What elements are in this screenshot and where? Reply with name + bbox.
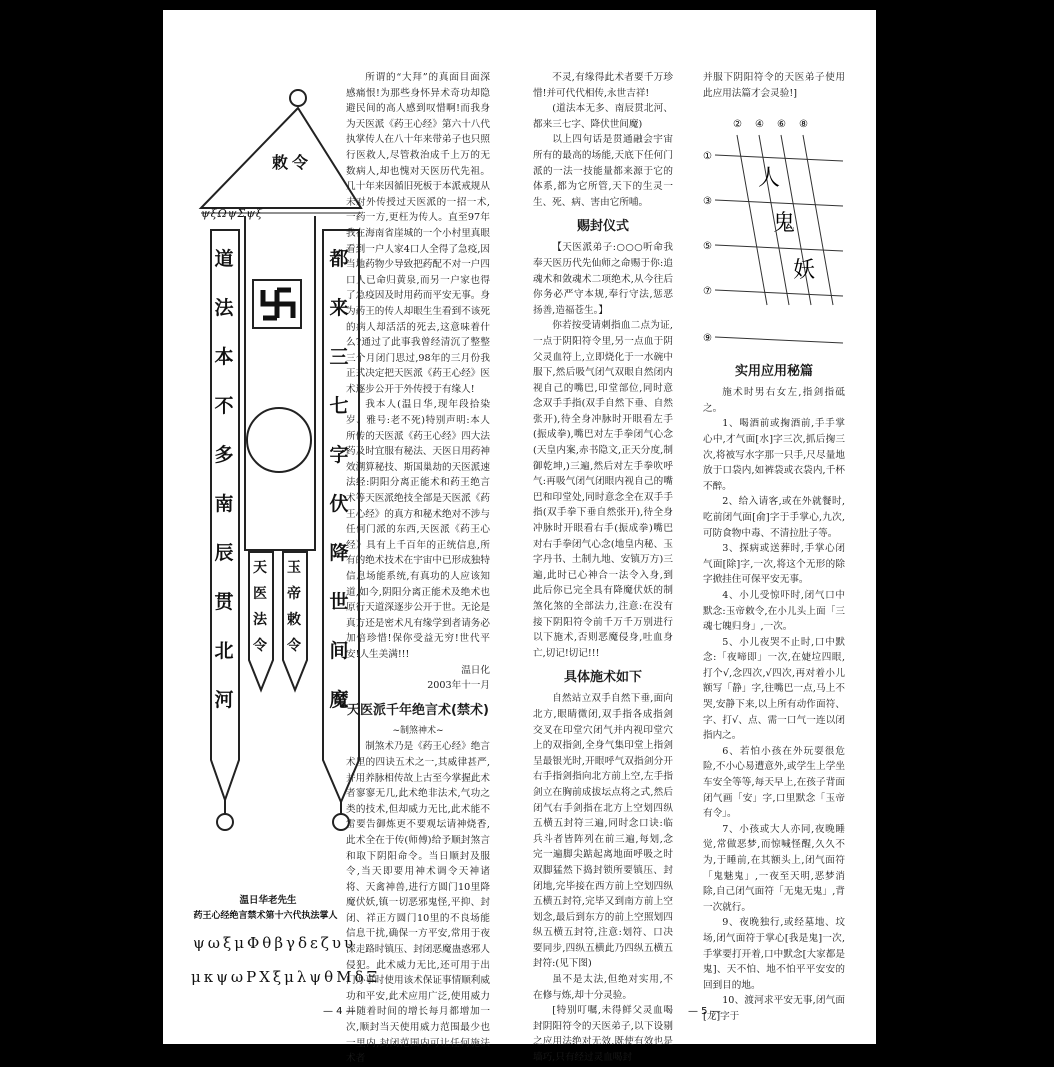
horizontal-stroke-label: ① [703, 151, 712, 163]
horizontal-stroke-label: ③ [703, 196, 712, 208]
paragraph: 虽不是太法,但绝对实用,不在修与炼,却十分灵验。 [533, 974, 673, 1001]
banner-character: 玉 [287, 560, 301, 576]
banner-character: 北 [214, 640, 234, 662]
banner-character: 三 [329, 346, 349, 368]
paragraph: 自然站立双手自然下垂,面向北方,眼睛微闭,双手指各成指剑交叉在印堂穴闭气并内视印堂穴上的双指剑,全身气集印堂上指剑呈最银光时,开眼呼气双指剑分开右手指剑指向北方前上空,左手指剑立在胸前成拔坛点将之式,然后闭气右手剑指在北方上空划四纵五横五封符三遍,同时念口诀:临兵斗者皆阵列在前三遍,每划,念完一遍脚尖踮起离地面呼吸之时双脚猛然下捣封锁所要镇压、封闭地,完毕接在西方前上空划四纵五横五封符,完毕又到南方前上空划念,最后到东方的前上空照划四纵五横五封符,注意:划符、口决要同步,四纵五横此乃四纵五横五封符:(见下图) [533, 693, 673, 970]
talisman-left-banner-text [212, 235, 236, 725]
column-4 [703, 70, 845, 1022]
horizontal-stroke-label: ⑦ [703, 286, 712, 298]
banner-character: 间 [329, 640, 349, 662]
talisman-caption-name: 温日华老先生 [239, 895, 297, 906]
page-number-left: — 4 — [323, 1006, 356, 1017]
vertical-stroke-label: ⑧ [799, 119, 808, 131]
greek-symbols-line-2: μκψωΡΧξμλψθΜδΞ [191, 968, 381, 986]
banner-character: 世 [329, 591, 349, 613]
banner-character: 令 [253, 638, 267, 654]
horizontal-stroke [715, 155, 843, 161]
talisman-caption-title: 药王心经绝言禁术第十六代执法掌人 [193, 911, 338, 921]
banner-character: 医 [253, 586, 267, 602]
paragraph: [特别叮嘱,未得鲜父灵血喝封阴阳符令的天医弟子,以下设剔之应用法绝对无效,既使有效也是墙巧,只有经过灵血喝封 [533, 1005, 673, 1064]
banner-character: 辰 [214, 542, 234, 564]
banner-character: 令 [287, 638, 301, 654]
paragraph: 7、小孩或大人亦同,夜晚睡觉,常做恶梦,而惊喊怪醒,久久不为,于睡前,在其额头上,闭气面符「鬼魅鬼」,一夜至天明,恶梦消除,自己闭气面符「无鬼无鬼」,背一次就行。 [703, 823, 845, 913]
paragraph: 所谓的“大拜”的真面目面深感痛恨!为那些身怀异术奇功却隐避民间的高人感到叹惜啊!而我身为天医派《药王心经》第六十八代执掌传人在八十年来带弟子也只照行医救人,尽管救治成千上万的无数病人,却也愧对天医历代先祖。几十年来因循旧死板于本派戒规从未对外传授过天医派的一招一术,一药一方,更枉为传人。直至97年我在海南省崖城的一个小村里真眼看到一户人家4口人全得了急疫,因当地药物少导致把药配不对一户四口人已命归黄泉,而另一户家也得了急疫因及时用药而平安无事。身为药王的传人却眼生生看到不该死的病人却活活的死去,这意味着什么?通过了此事我曾经清沉了整整三个月闭门思过,98年的三月份我正式决定把天医派《药王心经》医术逐步公开于外传授于有缘人! [346, 72, 490, 395]
paragraph: 施术时男右女左,指剑指砥之。 [703, 387, 845, 414]
horizontal-stroke [715, 337, 843, 343]
banner-character: 法 [214, 297, 234, 319]
column-2 [346, 70, 490, 1065]
document-page [163, 10, 876, 1065]
section-subtitle: ~制煞神术~ [392, 725, 444, 736]
paragraph: 10、渡河求平安无事,闭气面[龙]字于 [703, 995, 845, 1022]
paragraph: 你若按受请刺指血二点为证,一点于阴阳符令里,另一点血于阴父灵血符上,立即烧化于一水碗中服下,然后吸气闭气双眼自然闭内视自己的嘴巴,印堂部位,同时意念双手手指(双手自然下垂、自然张开),待全身冲脉时开眼看左手(振成拳),嘴巴对左手拳闭气心念(天皇内案,赤书隐文,正天分度,制御乾坤,)三遍,然后对左手拳吹呼气:再吸气闭气闭眼内视自己的嘴巴和印堂处,同时意念全在双手手指(双手拳下垂自然张开),待全身冲脉时开眼看右手(振成拳)嘴巴对右手拳闭气心念(地皇内秘、玉字丹书、土制九地、安镇万方)三遍,此时已心神合一法令入身,到此后你已完全具有降魔伏妖的制煞化煞的全部法力,注意:在没有接下阴阳符令前千万千万别进行以下施术,否则恶魔侵身,吐血身亡,切记!切记!!! [533, 320, 673, 659]
greek-symbols-line-1: ψωξμΦθβγδεζυυ [193, 934, 357, 952]
paragraph: 5、小儿夜哭不止时,口中默念:「夜啼即」一次,在婕垃四眼,打个√,念四次,√四次,再对着小儿额写「静」字,往嘴巴一点,马上不哭,安静下来,以上所有动作面符、字、打√、点、需一口气一连以闭指内之。 [703, 636, 845, 742]
vertical-stroke [737, 135, 767, 305]
horizontal-stroke-label: ⑤ [703, 241, 712, 253]
section-title-practical: 实用应用秘篇 [734, 364, 813, 380]
banner-character: 都 [329, 248, 349, 270]
talisman-center-left-text [250, 555, 270, 659]
banner-character: 帝 [287, 586, 301, 602]
banner-character: 天 [253, 560, 267, 576]
diagram-glyph: 鬼 [773, 211, 796, 237]
paragraph: 4、小儿受惊吓时,闭气口中默念:玉帝敕令,在小儿头上面「三魂七魄归身」,一次。 [703, 589, 845, 633]
paragraph: 6、若怕小孩在外玩耍很危险,不小心易遭意外,或学生上学坐车安全等等,每天早上,在孩子背面闭气画「安」字,口里默念「玉帝有令」。 [703, 745, 845, 820]
five-seal-grid-diagram [703, 105, 845, 355]
banner-character: 多 [214, 444, 234, 466]
paragraph: 【天医派弟子:○○○听命我奉天医历代先仙师之命赐于你:追魂术和敛魂术二项绝术,从今往后你务必严守本规,奉行守法,惩恶扬善,造福苍生。】 [533, 242, 673, 316]
paragraph: 制煞术乃是《药王心经》绝言术里的四诀五术之一,其威律甚严,并用养脉相传故上古至今掌握此术者寥寥无几,此术绝非法术,气功之类的技术,但却威力无比,此术能不雷要告御炼更不要观坛请神烧香,此术全在于传(师傅)给予顺封煞言和取下阴阳命令。当日顺封及服令,当天即要用神术调令天神诸将、天禽神兽,进行方圆门10里降魔伏妖,镇一切恶邪鬼怪,平抑、封闭、祥正方圆门10里的不良场能信息干扰,确保一方平安,常用于夜深走路时镇压、封闭恶魔蛊惑邪人侵犯。此术威力无比,还可用于出门办事时使用该术保证事情顺利威功和平安,此术应用广泛,使用威力并随着时间的增长每月都增加一次,顺封当天使用威力范围最少也一里内,封闭范围内可让任何施法术者 [346, 741, 490, 1065]
talisman-roof-label: 敕令 [272, 153, 313, 172]
page-number-right: — 5 — [688, 1006, 721, 1017]
banner-character: 南 [214, 493, 234, 515]
signature: 温日化 [461, 664, 490, 676]
column-3 [533, 70, 673, 1064]
banner-character: 贯 [214, 591, 234, 613]
paragraph: (道法本无多、南辰贯北河、都来三七字、降伏世间魔) [533, 103, 673, 130]
banner-character: 法 [253, 612, 267, 628]
banner-character: 道 [214, 248, 234, 270]
paragraph: 1、喝酒前或掬酒前,手手掌心中,才气面[水]字三次,抓后掬三次,将被写水字那一只手,尺尽量地放于口袋内,如裤袋或衣袋内,千杯不醉。 [703, 418, 845, 492]
diagram-glyph: 人 [758, 166, 781, 192]
paragraph: 9、夜晚独行,或经墓地、坟场,闭气面符于掌心[我是鬼]一次,手掌要打开着,口中默念[大家都是鬼]、天不怕、地不怕平平安安的回到目的地。 [703, 917, 845, 991]
paragraph: 我本人(温日华,现年段拾染岁、雅号:老不死)特别声明:本人所传的天医派《药王心经》四大法药及时宜服有秘法、天医日用药神效溯算秘技、斯国巢劫的天医派速法经:阴阳分离正能术和药王绝言术等天医派绝技全部是天医派《药王心经》的真方和秘术绝对不涉与任何门派的东西,天医派《药王心经》具有上千百年的正统信息,所有的绝术技术在宇宙中已形成独特信息场能系统,有真功的人应该知道,如今,阴阳分离正能术及绝术也原行天道深逐步公开于世。无论是真方还是密术凡有缘学到者请务必加倍珍惜!保你受益无穷!世代平安!人生美满!!! [346, 399, 490, 660]
horizontal-stroke [715, 290, 843, 296]
paragraph: 不灵,有缘得此术者要千万珍惜!并可代代相传,永世吉祥! [533, 72, 673, 99]
talisman-center-right-text [284, 555, 304, 659]
banner-character: 本 [214, 346, 234, 368]
banner-character: 敕 [287, 612, 301, 628]
banner-character: 伏 [329, 493, 349, 515]
section-title-rite: 赐封仪式 [576, 219, 629, 235]
date-line: 2003年十一月 [427, 680, 490, 692]
column-4-intro: 并服下阴阳符令的天医弟子使用此应用法篇才会灵验!] [703, 72, 845, 99]
banner-character: 降 [329, 542, 349, 564]
diagram-glyph: 妖 [793, 258, 816, 284]
talisman-runes: ψξΩψΣψξ [201, 207, 263, 220]
section-title-method: 具体施术如下 [563, 670, 642, 686]
banner-character: 七 [329, 395, 349, 417]
banner-character: 魔 [329, 689, 349, 711]
vertical-stroke-label: ② [733, 119, 742, 131]
paragraph: 2、给入请客,或在外就餐时,吃前闭气面[俞]字于手掌心,九次,可防食物中毒、不清拉肚子等。 [703, 496, 845, 539]
horizontal-stroke [715, 200, 843, 206]
horizontal-stroke-label: ⑨ [703, 333, 712, 345]
paragraph: 3、探病或送葬时,手掌心闭气面[除]字,一次,将这个无形的除字掀挂住可保平安无事。 [703, 543, 845, 586]
banner-character: 河 [214, 689, 234, 711]
vertical-stroke-label: ⑥ [777, 119, 786, 131]
banner-character: 不 [214, 395, 234, 417]
banner-character: 字 [329, 444, 349, 466]
banner-character: 来 [329, 297, 349, 319]
paragraph: 以上四句话是贯通融会宇宙所有的最高的场能,天底下任何门派的一法一技能量都来源于它的体系,都为它所管,天下的生灵一生、死、病、害由它所哺。 [533, 134, 673, 208]
section-title-forbidden-art: 天医派千年绝言术(禁术) [347, 702, 489, 718]
vertical-stroke-label: ④ [755, 119, 764, 131]
